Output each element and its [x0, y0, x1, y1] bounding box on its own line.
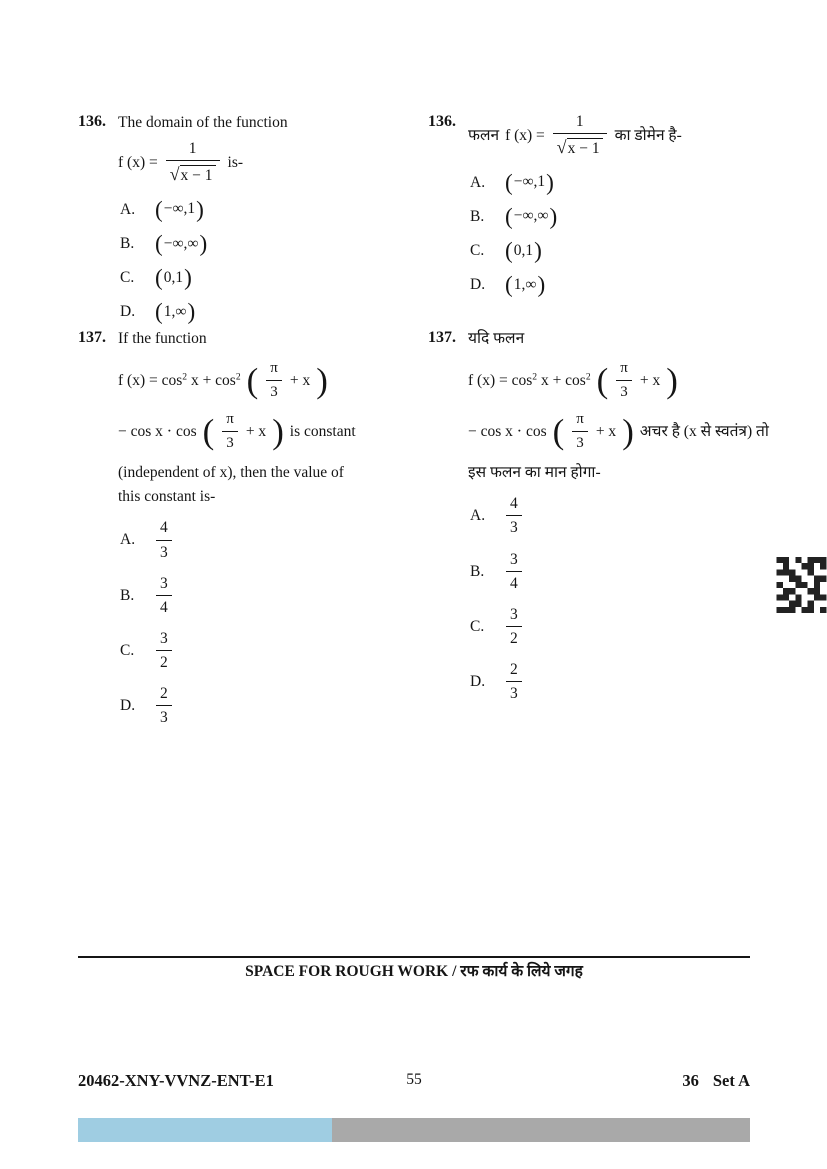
- rough-work-divider: [78, 956, 750, 958]
- option-a: [470, 169, 758, 196]
- option-label: A.: [120, 200, 136, 218]
- fraction-denominator: 3: [572, 431, 588, 454]
- fraction-denominator: 2: [156, 650, 172, 673]
- option-label: B.: [470, 562, 485, 580]
- option-c: [120, 265, 418, 292]
- paren-close: ): [316, 360, 328, 400]
- option-label: C.: [120, 269, 135, 287]
- option-fraction: [506, 550, 522, 594]
- paren-close: ): [622, 411, 634, 451]
- fraction-numerator: 3: [510, 605, 518, 623]
- radicand: x − 1: [567, 138, 603, 157]
- question-head: [78, 328, 423, 349]
- interval: 0,1: [163, 268, 184, 286]
- option-label: D.: [470, 276, 486, 294]
- paren-open: (: [246, 360, 259, 400]
- option-value: [504, 237, 543, 264]
- paren-open: (: [596, 360, 609, 400]
- formula-line-2: [118, 410, 423, 453]
- radical-icon: √: [556, 137, 567, 158]
- option-label: C.: [470, 617, 485, 635]
- fraction-denominator: 3: [222, 431, 238, 454]
- option-label: A.: [470, 173, 486, 191]
- fraction-numerator: 3: [160, 629, 168, 647]
- fraction: [553, 112, 607, 159]
- paren-open: (: [505, 237, 513, 264]
- paren-open: (: [505, 272, 513, 299]
- option-label: B.: [120, 586, 135, 604]
- question-head: [78, 112, 418, 133]
- option-c: [470, 237, 758, 264]
- option-value: [504, 272, 546, 299]
- paren-close: ): [546, 169, 554, 196]
- fraction-denominator: 3: [616, 380, 632, 403]
- options-list: [470, 494, 773, 704]
- option-d: [120, 684, 423, 728]
- fraction-denominator: 4: [156, 595, 172, 618]
- option-fraction: [156, 684, 172, 728]
- fraction-denominator: 2: [506, 626, 522, 649]
- fraction-numerator: π: [226, 411, 234, 428]
- question-137-hindi: [428, 328, 773, 704]
- option-value: [154, 299, 196, 326]
- fraction-denominator: 4: [506, 571, 522, 594]
- paren-open: (: [155, 265, 163, 292]
- fraction-denominator: [166, 160, 220, 186]
- formula-fragment: + x: [639, 371, 661, 389]
- option-fraction: [156, 518, 172, 562]
- option-value: [154, 230, 208, 257]
- formula-fragment: − cos x ⋅ cos: [468, 422, 547, 440]
- option-label: D.: [120, 697, 136, 715]
- paren-open: (: [202, 411, 215, 451]
- footer-bar-blue-segment: [78, 1118, 332, 1142]
- question-136-english: [78, 112, 418, 326]
- paren-close: ): [272, 411, 284, 451]
- question-number: 136.: [78, 113, 106, 130]
- option-value: [154, 196, 205, 223]
- interval: 0,1: [513, 241, 534, 259]
- fraction-denominator: 3: [156, 705, 172, 728]
- fraction-numerator: 4: [160, 519, 168, 537]
- option-fraction: [506, 660, 522, 704]
- radicand: x − 1: [180, 165, 216, 184]
- question-number: 137.: [78, 329, 106, 346]
- question-intro: यदि फलन: [468, 330, 525, 347]
- set-number: 36: [682, 1071, 699, 1090]
- option-value: [154, 265, 193, 292]
- formula-tail: अचर है (x से स्वतंत्र) तो: [639, 422, 769, 440]
- question-text-line: इस फलन का मान होगा-: [468, 464, 601, 482]
- option-a: [120, 196, 418, 223]
- rough-work-label: SPACE FOR ROUGH WORK / रफ कार्य के लिये जगह: [245, 963, 583, 980]
- option-b: [120, 230, 418, 257]
- fraction-numerator: 2: [160, 685, 168, 703]
- superscript: 2: [182, 371, 188, 383]
- option-value: [504, 203, 558, 230]
- footer-color-bar: [78, 1118, 750, 1142]
- paren-open: (: [155, 299, 163, 326]
- option-label: D.: [470, 673, 486, 691]
- option-fraction: [506, 605, 522, 649]
- paren-close: ): [666, 360, 678, 400]
- fraction-denominator: 3: [266, 380, 282, 403]
- radical-icon: √: [169, 164, 180, 185]
- paren-open: (: [505, 203, 513, 230]
- fraction: [166, 139, 220, 186]
- paren-open: (: [552, 411, 565, 451]
- option-b: [120, 574, 423, 618]
- paren-close: ): [534, 237, 542, 264]
- question-formula: [468, 112, 682, 159]
- option-label: A.: [470, 507, 486, 525]
- pi-fraction: [572, 410, 588, 453]
- paren-open: (: [155, 196, 163, 223]
- option-fraction: [506, 494, 522, 538]
- option-a: [120, 518, 423, 562]
- fraction-numerator: π: [620, 360, 628, 377]
- fraction-numerator: 1: [575, 113, 584, 130]
- formula-tail: is constant: [289, 422, 356, 440]
- question-number: 137.: [428, 329, 456, 346]
- fraction-numerator: 1: [188, 140, 197, 158]
- superscript: 2: [235, 371, 241, 383]
- formula-line-2: [468, 410, 773, 453]
- paren-close: ): [184, 265, 192, 292]
- option-label: B.: [470, 208, 485, 225]
- option-label: C.: [120, 642, 135, 660]
- option-fraction: [156, 574, 172, 618]
- question-intro: If the function: [118, 330, 207, 347]
- formula-tail: का डोमेन है-: [614, 126, 682, 144]
- options-list: [120, 196, 418, 326]
- fraction-numerator: 4: [510, 495, 518, 513]
- paren-close: ): [199, 230, 208, 257]
- question-number: 136.: [428, 113, 456, 130]
- question-136-hindi: [428, 112, 758, 299]
- fraction-denominator: 3: [506, 681, 522, 704]
- option-d: [120, 299, 418, 326]
- option-c: [470, 605, 773, 649]
- fraction-numerator: π: [576, 411, 584, 428]
- formula-fragment: + x: [595, 422, 617, 440]
- formula-tail: is-: [227, 153, 244, 171]
- footer-bar-gray-segment: [332, 1118, 750, 1142]
- paren-close: ): [187, 299, 196, 326]
- paren-close: ): [549, 203, 558, 230]
- question-intro: फलन: [468, 126, 500, 144]
- formula-fragment: f $(x) = \cos^2 x + \cos^2$: [118, 371, 241, 389]
- superscript: 2: [532, 371, 538, 383]
- option-a: [470, 494, 773, 538]
- fraction-numerator: 3: [160, 574, 168, 592]
- formula-fx: f (x) =: [505, 126, 545, 144]
- fraction-numerator: 3: [510, 550, 518, 568]
- option-value: [504, 169, 555, 196]
- interval: −∞,1: [513, 173, 546, 191]
- fraction-denominator: [553, 133, 607, 159]
- option-d: [470, 272, 758, 299]
- question-head: [428, 328, 773, 349]
- pi-fraction: [266, 359, 282, 402]
- formula-line-1: [468, 359, 773, 402]
- formula-fragment: + x: [289, 371, 311, 389]
- question-137-english: [78, 328, 423, 729]
- options-list: [120, 518, 423, 728]
- page-footer: [78, 1070, 750, 1092]
- question-intro: The domain of the function: [118, 114, 288, 131]
- question-text-line: (independent of x), then the value of: [118, 464, 344, 482]
- page-number: 55: [406, 1071, 422, 1088]
- question-formula: [118, 139, 418, 186]
- document-code: 20462-XNY-VVNZ-ENT-E1: [78, 1071, 274, 1090]
- option-label: C.: [470, 242, 485, 260]
- formula-line-1: [118, 359, 423, 402]
- interval: 1,∞: [163, 302, 187, 320]
- option-label: D.: [120, 303, 136, 321]
- set-label: [682, 1070, 750, 1091]
- formula-fx: f (x) =: [118, 153, 158, 171]
- option-fraction: [156, 629, 172, 673]
- paren-close: ): [196, 196, 204, 223]
- question-head: [428, 112, 758, 159]
- superscript: 2: [585, 371, 591, 383]
- interval: −∞,∞: [513, 207, 549, 225]
- option-c: [120, 629, 423, 673]
- options-list: [470, 169, 758, 299]
- formula-fragment: + x: [245, 422, 267, 440]
- option-label: B.: [120, 235, 135, 253]
- paren-open: (: [505, 169, 513, 196]
- fraction-numerator: 2: [510, 661, 518, 679]
- set-name: Set A: [712, 1071, 750, 1090]
- option-d: [470, 660, 773, 704]
- option-b: [470, 203, 758, 230]
- paren-open: (: [155, 230, 163, 257]
- option-b: [470, 550, 773, 594]
- pi-fraction: [616, 359, 632, 402]
- formula-fragment: − cos x ⋅ cos: [118, 422, 197, 440]
- fraction-denominator: 3: [506, 515, 522, 538]
- pi-fraction: [222, 410, 238, 453]
- question-text-line: this constant is-: [118, 488, 216, 506]
- option-label: A.: [120, 531, 136, 549]
- paren-close: ): [537, 272, 546, 299]
- fraction-denominator: 3: [156, 540, 172, 563]
- interval: 1,∞: [513, 275, 537, 293]
- formula-fragment: f $(x) = \cos^2 x + \cos^2$: [468, 371, 591, 389]
- interval: −∞,∞: [163, 234, 199, 252]
- fraction-numerator: π: [270, 360, 278, 377]
- qr-code: [776, 557, 827, 613]
- interval: −∞,1: [163, 200, 196, 218]
